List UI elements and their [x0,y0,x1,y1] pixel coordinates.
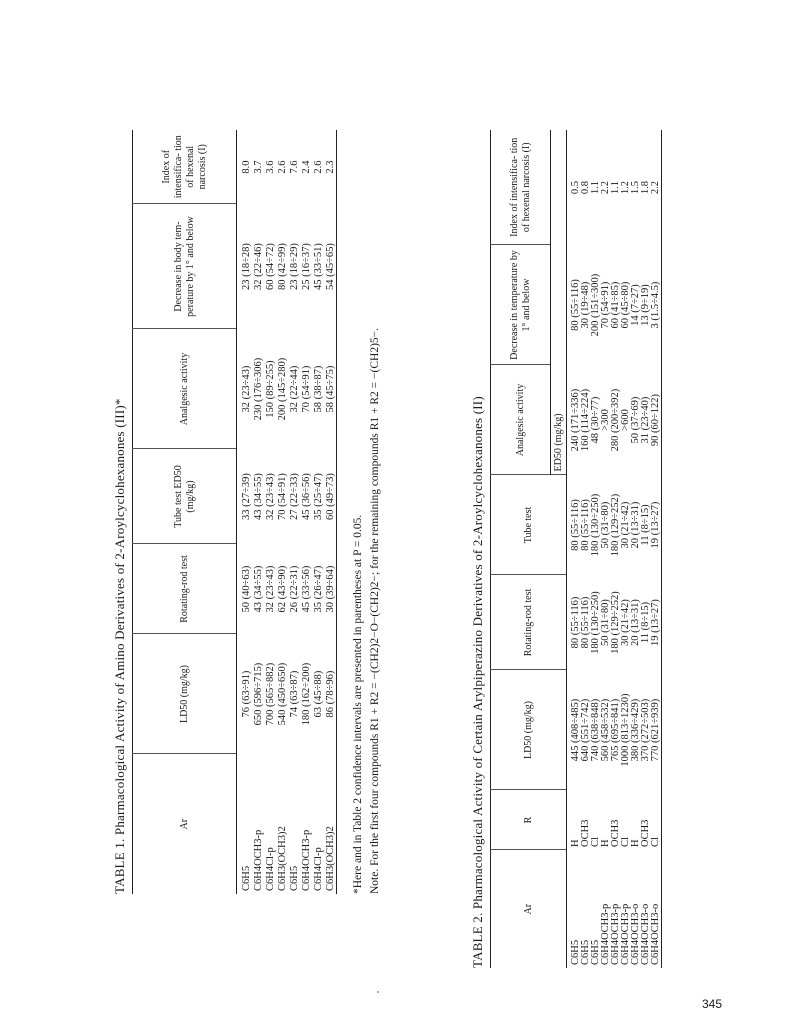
cell-ld50: 560 (458÷532) [600,698,611,762]
t1-header-tube-test: Tube test ED50 (mg/kg) [133,449,237,544]
cell-index: 1.1 [610,180,621,195]
table-row [264,130,276,894]
cell-analgesic: 90 (60÷122) [650,393,661,447]
cell-analgesic: 31 (23÷40) [640,396,651,444]
cell-index: 2.2 [600,180,611,195]
cell-temperature: 25 (16÷37) [301,243,312,290]
cell-ld50: 74 (63÷87) [289,670,300,718]
cell-index: 3.7 [253,160,264,174]
cell-temperature: 70 (54÷91) [600,281,611,329]
cell-ar: C6H4OCH3-p [620,903,631,965]
cell-index: 2.6 [313,160,324,174]
table-row [237,130,253,894]
cell-ld50: 380 (336÷429) [630,698,641,762]
table2-block [470,130,704,968]
cell-ld50: 445 (408÷485) [570,698,581,762]
cell-ld50: 640 (551÷742) [580,698,591,762]
cell-analgesic: 200 (145÷280) [277,357,288,421]
cell-tube-test: 180 (129÷252) [610,493,621,557]
cell-analgesic: 240 (171÷336) [570,388,581,452]
table-row [300,130,312,894]
cell-tube-test: 33 (27÷39) [241,473,252,520]
cell-tube-test: 11 (8÷15) [640,504,651,546]
t2-subheader-ed50: ED50 (mg/kg) [551,130,567,475]
t2-header-r: R [491,790,567,850]
cell-temperature: 23 (18÷28) [241,243,252,290]
t1-header-rotating-rod: Rotating-rod test [133,544,237,634]
cell-ar: C6H4OCH3-o [650,903,661,965]
page-number: 345 [702,997,723,1011]
t1-header-ar: Ar [133,754,237,894]
cell-index: 7.6 [289,160,300,174]
cell-analgesic: 48 (30÷77) [590,396,601,444]
cell-analgesic: 32 (22÷44) [289,365,300,413]
cell-analgesic: 58 (45÷75) [325,365,336,413]
cell-r: Cl [590,837,601,847]
table-row [288,130,300,894]
cell-rotating-rod: 62 (43÷90) [277,565,288,613]
cell-analgesic: 150 (89÷255) [265,360,276,418]
cell-ar: C6H5 [580,939,591,965]
scan-speck [377,991,379,993]
cell-tube-test: 70 (54÷91) [277,473,288,520]
t2-header-rotating-rod: Rotating-rod test [491,575,567,670]
t2-header-ld50: LD50 (mg/kg) [491,670,567,790]
cell-tube-test: 32 (23÷43) [265,473,276,520]
cell-ld50: 63 (45÷88) [313,670,324,718]
cell-tube-test: 19 (13÷27) [650,501,661,549]
cell-index: 2.2 [650,180,661,195]
table-row [651,130,662,968]
cell-ar: C6H3(OCH3)2 [277,826,288,891]
cell-rotating-rod: 30 (39÷64) [325,565,336,613]
cell-ar: C6H5 [570,939,581,965]
cell-ar: C6H4OCH3-o [640,903,651,965]
cell-index: 1.8 [640,180,651,195]
t2-header-tube-test: Tube test [491,475,567,575]
cell-rotating-rod: 50 (40÷63) [241,565,252,613]
cell-temperature: 200 (151÷300) [590,273,601,337]
cell-index: 2.3 [325,160,336,174]
cell-rotating-rod: 19 (13÷27) [650,599,661,646]
table1-note: Note. For the first four compounds R1 + R2 = −(CH2)2−O−(CH2)2−; for the remaining compounds R1 + R2 = −(CH2)5−. [369,327,381,894]
t1-header-analgesic: Analgesic activity [133,329,237,449]
table-row [567,130,582,968]
t2-header-index: Index of intensifica- tion of hexenal narcosis (I) [491,130,551,245]
cell-analgesic: 58 (38÷87) [313,365,324,413]
cell-ld50: 76 (63÷91) [241,670,252,718]
t2-header-temperature: Decrease in temperature by 1° and below [491,245,551,365]
cell-rotating-rod: 11 (8÷15) [640,601,651,644]
cell-ld50: 650 (596÷715) [253,662,264,726]
cell-analgesic: 230 (176÷306) [253,357,264,421]
cell-tube-test: 43 (34÷55) [253,473,264,520]
table1-caption: TABLE 1. Pharmacological Activity of Amino Derivatives of 2-Aroylcyclohexanones (III)* [112,398,127,894]
cell-tube-test: 30 (21÷42) [620,501,631,549]
cell-temperature: 14 (7÷27) [630,284,641,326]
cell-tube-test: 50 (31÷80) [600,501,611,549]
cell-rotating-rod: 80 (55÷116) [580,596,591,649]
t1-header-ld50: LD50 (mg/kg) [133,634,237,754]
table-row [324,130,337,894]
cell-index: 8.0 [241,160,252,174]
cell-tube-test: 20 (13÷31) [630,501,641,549]
table2-caption: TABLE 2. Pharmacological Activity of Certain Arylpiperazino Derivatives of 2-Aroylcyclohexanones (II) [470,396,485,968]
cell-rotating-rod: 80 (55÷116) [570,596,581,649]
cell-ld50: 700 (565÷882) [265,662,276,726]
cell-analgesic: 280 (200÷392) [610,388,621,452]
cell-tube-test: 35 (25÷47) [313,473,324,520]
cell-ar: C6H4OCH3-p [253,829,264,891]
cell-tube-test: 60 (49÷73) [325,473,336,520]
cell-rotating-rod: 45 (33÷56) [301,565,312,613]
cell-temperature: 32 (22÷46) [253,243,264,290]
cell-temperature: 60 (54÷72) [265,243,276,290]
cell-index: 0.8 [580,180,591,195]
cell-rotating-rod: 30 (21÷42) [620,599,631,646]
cell-analgesic: 70 (54÷91) [301,365,312,413]
cell-temperature: 60 (45÷80) [620,281,631,329]
table-row [312,130,324,894]
cell-ar: C6H5 [289,865,300,891]
t2-header-analgesic: Analgesic activity [491,365,551,475]
cell-ar: C6H4Cl-p [313,847,324,891]
t1-header-temperature: Decrease in body tem- perature by 1° and below [133,204,237,329]
cell-analgesic: >600 [620,409,631,431]
cell-ld50: 765 (695÷841) [610,698,621,762]
table-row [276,130,288,894]
cell-index: 1.1 [590,180,601,195]
cell-r: H [630,839,641,847]
cell-ld50: 370 (272÷503) [640,698,651,762]
cell-ld50: 180 (162÷200) [301,662,312,726]
cell-tube-test: 180 (130÷250) [590,493,601,557]
cell-analgesic: 50 (37÷69) [630,396,641,444]
table1-block [112,130,381,894]
cell-temperature: 80 (42÷99) [277,243,288,290]
cell-temperature: 23 (18÷29) [289,243,300,290]
t1-header-index: Index of intensifica- tion of hexenal narcosis (I) [133,130,237,204]
cell-ld50: 540 (450÷650) [277,662,288,726]
cell-ar: C6H5 [590,939,601,965]
cell-tube-test: 45 (36÷56) [301,473,312,520]
cell-index: 1.5 [630,180,641,195]
cell-r: OCH3 [580,819,591,847]
cell-temperature: 60 (41÷85) [610,281,621,329]
cell-ld50: 86 (78÷96) [325,670,336,718]
cell-rotating-rod: 180 (130÷250) [590,591,601,654]
cell-tube-test: 27 (22÷33) [289,473,300,520]
cell-index: 2.6 [277,160,288,174]
cell-temperature: 54 (45÷65) [325,243,336,290]
cell-ar: C6H3(OCH3)2 [325,826,336,891]
cell-r: Cl [650,837,661,847]
cell-temperature: 13 (9÷19) [640,284,651,326]
cell-r: H [600,839,611,847]
t2-header-ar: Ar [491,850,567,968]
cell-r: Cl [620,837,631,847]
cell-analgesic: >300 [600,409,611,431]
cell-rotating-rod: 35 (26÷47) [313,565,324,613]
cell-ar: C6H4Cl-p [265,847,276,891]
cell-index: 2.4 [301,160,312,174]
cell-rotating-rod: 20 (13÷31) [630,599,641,646]
cell-temperature: 80 (55÷116) [570,279,581,331]
cell-ar: C6H4OCH3-p [600,903,611,965]
cell-ar: C6H4OCH3-p [301,829,312,891]
cell-temperature: 30 (19÷48) [580,281,591,329]
cell-ar: C6H5 [241,865,252,891]
cell-rotating-rod: 26 (22÷31) [289,565,300,613]
cell-analgesic: 160 (114÷224) [580,388,591,452]
cell-index: 1.2 [620,180,631,195]
cell-rotating-rod: 32 (23÷43) [265,565,276,613]
table1-footnote: *Here and in Table 2 confidence intervals are presented in parentheses at P = 0.05. [352,514,364,894]
cell-r: OCH3 [640,819,651,847]
cell-r: H [570,839,581,847]
table-row [252,130,264,894]
cell-index: 0.5 [570,180,581,195]
cell-ar: C6H4OCH3-o [630,903,641,965]
cell-ld50: 740 (638÷848) [590,698,601,762]
cell-index: 3.6 [265,160,276,174]
cell-rotating-rod: 43 (34÷55) [253,565,264,613]
cell-rotating-rod: 50 (31÷80) [600,599,611,646]
cell-analgesic: 32 (23÷43) [241,365,252,413]
cell-rotating-rod: 180 (129÷252) [610,591,621,654]
cell-ar: C6H4OCH3-p [610,903,621,965]
cell-tube-test: 80 (55÷116) [570,499,581,551]
table2 [490,130,662,968]
cell-ld50: 1000 (813÷1230) [620,693,631,767]
table1 [132,130,337,894]
cell-r: OCH3 [610,819,621,847]
cell-ld50: 770 (621÷939) [650,698,661,762]
cell-temperature: 45 (33÷51) [313,243,324,290]
cell-tube-test: 80 (55÷116) [580,499,591,551]
cell-temperature: 3 (1.5÷4.5) [650,281,661,329]
